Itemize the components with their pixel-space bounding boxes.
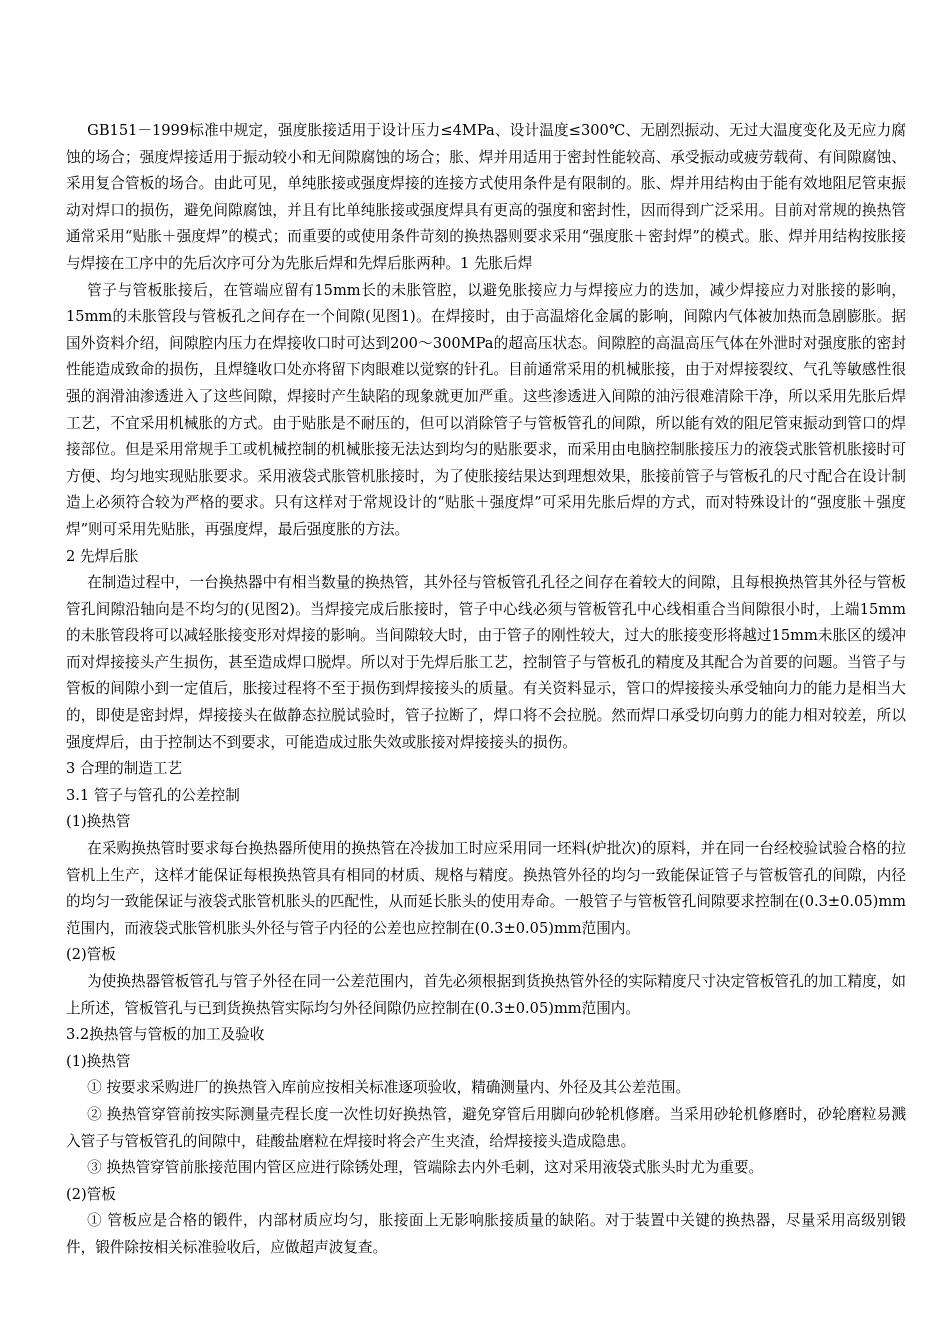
heading-weld-then-expand: 2 先焊后胀	[66, 547, 139, 565]
paragraph-expand-then-weld: 管子与管板胀接后，在管端应留有15mm长的未胀管腔，以避免胀接应力与焊接应力的迭加，减少焊接应力对胀接的影响，15mm的未胀管段与管板孔之间存在一个间隙(见图1)。在焊接时，由于高温熔化金属的影响，间隙内气体被加热而急剧膨胀。据国外资料介绍，间隙腔内压力在焊接收口时可达到200～300MPa的超高压状态。间隙腔的高温高压气体在外泄时对强度胀的密封性能造成致命的损伤，且焊缝收口处亦将留下肉眼难以觉察的针孔。目前通常采用的机械胀接，由于对焊接裂纹、气孔等敏感性很强的润滑油渗透进入了这些间隙，焊接时产生缺陷的现象就更加严重。这些渗透进入间隙的油污很难清除干净，所以采用先胀后焊工艺，不宜采用机械胀的方式。由于贴胀是不耐压的，但可以消除管子与管板管孔的间隙，所以能有效的阻尼管束振动到管口的焊接部位。但是采用常规手工或机械控制的机械胀接无法达到均匀的贴胀要求，而采用由电脑控制胀接压力的液袋式胀管机胀接时可方便、均匀地实现贴胀要求。采用液袋式胀管机胀接时，为了使胀接结果达到理想效果，胀接前管子与管板孔的尺寸配合在设计制造上必须符合较为严格的要求。只有这样对于常规设计的“贴胀＋强度焊”可采用先胀后焊的方式，而对特殊设计的“强度胀＋强度焊”则可采用先贴胀，再强度焊，最后强度胀的方法。	[66, 281, 906, 538]
subheading-tube-sheet-2: (2)管板	[66, 1185, 116, 1203]
paragraph-tube-procurement: 在采购换热管时要求每台换热器所使用的换热管在冷拔加工时应采用同一坯料(炉批次)的原料，并在同一台经校验试验合格的拉管机上生产，这样才能保证每根换热管具有相同的材质、规格与精度。换热管外径的均匀一致能保证管子与管板管孔的间隙，内径的均匀一致能保证与液袋式胀管机胀头的匹配性，从而延长胀头的使用寿命。一般管子与管板管孔间隙要求控制在(0.3±0.05)mm范围内，而液袋式胀管机胀头外径与管子内径的公差也应控制在(0.3±0.05)mm范围内。	[66, 840, 906, 937]
heading-tolerance-control: 3.1 管子与管孔的公差控制	[66, 786, 240, 804]
paragraph-tube-sheet-precision: 为使换热器管板管孔与管子外径在同一公差范围内，首先必须根据到货换热管外径的实际精度尺寸决定管板管孔的加工精度，如上所述，管板管孔与已到货换热管实际均匀外径间隙仍应控制在(0.3±0.05)mm范围内。	[66, 973, 906, 1017]
list-item-sheet-1: ① 管板应是合格的锻件，内部材质应均匀，胀接面上无影响胀接质量的缺陷。对于装置中关键的换热器，尽量采用高级别锻件，锻件除按相关标准验收后，应做超声波复查。	[66, 1212, 906, 1256]
heading-processing-acceptance: 3.2换热管与管板的加工及验收	[66, 1026, 265, 1044]
subheading-tube-sheet: (2)管板	[66, 946, 116, 964]
list-item-tube-1: ① 按要求采购进厂的换热管入库前应按相关标准逐项验收，精确测量内、外径及其公差范围。	[87, 1079, 691, 1097]
paragraph-intro: GB151－1999标准中规定，强度胀接适用于设计压力≤4MPa、设计温度≤300℃、无剧烈振动、无过大温度变化及无应力腐蚀的场合；强度焊接适用于振动较小和无间隙腐蚀的场合；胀、焊并用适用于密封性能较高、承受振动或疲劳载荷、有间隙腐蚀、采用复合管板的场合。由此可见，单纯胀接或强度焊接的连接方式使用条件是有限制的。胀、焊并用结构由于能有效地阻尼管束振动对焊口的损伤，避免间隙腐蚀，并且有比单纯胀接或强度焊具有更高的强度和密封性，因而得到广泛采用。目前对常规的换热管通常采用“贴胀＋强度焊”的模式；而重要的或使用条件苛刻的换热器则要求采用“强度胀＋密封焊”的模式。胀、焊并用结构按胀接与焊接在工序中的先后次序可分为先胀后焊和先焊后胀两种。1 先胀后焊	[66, 122, 906, 272]
list-item-tube-3: ③ 换热管穿管前胀接范围内管区应进行除锈处理，管端除去内外毛刺，这对采用液袋式胀头时尤为重要。	[87, 1159, 764, 1177]
document-body	[66, 118, 906, 1262]
heading-manufacturing-process: 3 合理的制造工艺	[66, 760, 183, 778]
subheading-heat-exchange-tube-2: (1)换热管	[66, 1052, 131, 1070]
paragraph-weld-then-expand: 在制造过程中，一台换热器中有相当数量的换热管，其外径与管板管孔孔径之间存在着较大的间隙，且每根换热管其外径与管板管孔间隙沿轴向是不均匀的(见图2)。当焊接完成后胀接时，管子中心线必须与管板管孔中心线相重合当间隙很小时，上端15mm的未胀管段将可以减轻胀接变形对焊接的影响。当间隙较大时，由于管子的刚性较大，过大的胀接变形将越过15mm未胀区的缓冲而对焊接接头产生损伤，甚至造成焊口脱焊。所以对于先焊后胀工艺，控制管子与管板孔的精度及其配合为首要的问题。当管子与管板的间隙小到一定值后，胀接过程将不至于损伤到焊接接头的质量。有关资料显示，管口的焊接接头承受轴向力的能力是相当大的，即使是密封焊，焊接接头在做静态拉脱试验时，管子拉断了，焊口将不会拉脱。然而焊口承受切向剪力的能力相对较差，所以强度焊后，由于控制达不到要求，可能造成过胀失效或胀接对焊接接头的损伤。	[66, 574, 906, 751]
list-item-tube-2: ② 换热管穿管前按实际测量壳程长度一次性切好换热管，避免穿管后用脚向砂轮机修磨。当采用砂轮机修磨时，砂轮磨粒易溅入管子与管板管孔的间隙中，硅酸盐磨粒在焊接时将会产生夹渣，给焊接接头造成隐患。	[66, 1105, 906, 1150]
subheading-heat-exchange-tube: (1)换热管	[66, 813, 131, 831]
